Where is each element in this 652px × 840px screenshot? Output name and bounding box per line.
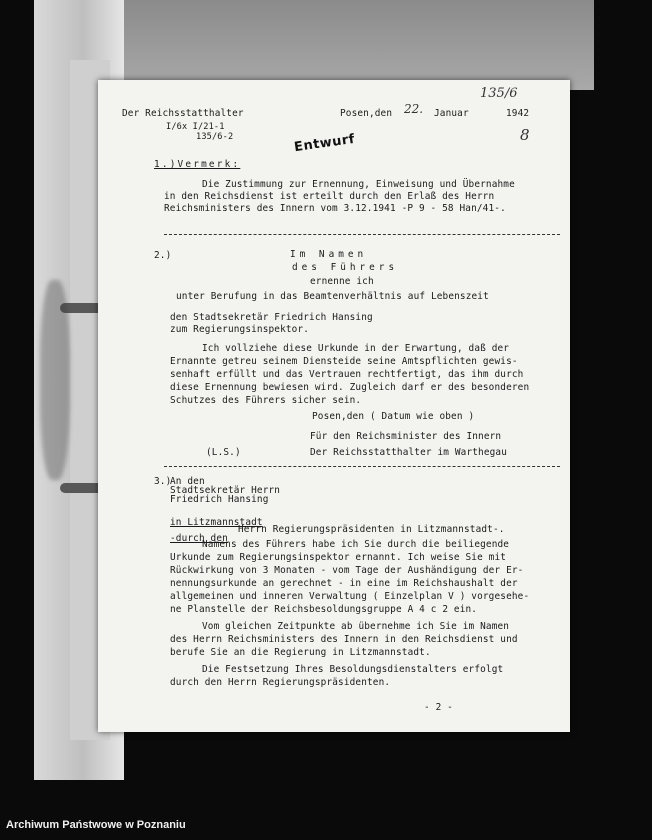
section2-body-line: diese Ernennung bewiesen wird. Zugleich darf er des besonderen [170,382,530,393]
section1-line: Die Zustimmung zur Ernennung, Einweisung und Übernahme [202,179,515,190]
section3-body-line: des Herrn Reichsministers des Innern in den Reichsdienst und [170,634,518,645]
file-reference: I/6x I/21-1 [166,122,225,132]
archive-mark: 135/6 [480,86,518,101]
address-line: Stadtsekretär Herrn [170,485,281,496]
section3-body-line: durch den Herrn Regierungspräsidenten. [170,677,391,688]
section3-body-line: berufe Sie an die Regierung in Litzmannstadt. [170,647,431,658]
archive-footer: Archiwum Państwowe w Poznaniu [6,819,186,831]
address-line: An den [170,476,205,487]
file-reference-2: 135/6-2 [196,132,234,142]
separator [164,466,560,467]
section3-body-line: Rückwirkung von 3 Monaten - vom Tage der Aushändigung der Er- [170,565,524,576]
address-line: Friedrich Hansing [170,494,269,505]
section2-number: 2.) [154,250,172,261]
appointment-clause: unter Berufung in das Beamtenverhältnis auf Lebenszeit [176,291,489,302]
section3-body-line: Namens des Führers habe ich Sie durch die beiliegende [202,539,510,550]
section3-body-line: Urkunde zum Regierungsinspektor ernannt. Ich weise Sie mit [170,552,507,563]
section2-body-line: senhaft erfüllt und das Vertrauen rechtfertigt, das ihm durch [170,369,524,380]
date-month: Januar [434,108,469,119]
stain [40,280,70,480]
section2-heading-2: des Führers [292,262,399,273]
address-city: in Litzmannstadt [170,517,263,528]
section3-body-line: nennungsurkunde an gerechnet - in eine im Reichshaushalt der [170,578,518,589]
section2-body-line: Schutzes des Führers sicher sein. [170,395,362,406]
place-date-label: Posen,den [340,108,393,119]
authority-heading: Der Reichsstatthalter [122,108,244,119]
date-line: Posen,den ( Datum wie oben ) [312,411,475,422]
folder-edge [124,0,594,90]
page-number: - 2 - [424,702,453,713]
signature-line-1: Für den Reichsminister des Innern [310,431,502,442]
section3-body-line: allgemeinen und inneren Verwaltung ( Einzelplan V ) vorgesehe- [170,591,530,602]
section3-body-line: ne Planstelle der Reichsbesoldungsgruppe A 4 c 2 ein. [170,604,478,615]
appointee-name: den Stadtsekretär Friedrich Hansing [170,312,373,323]
document-page [98,80,570,732]
section2-body-line: Ernannte getreu seinem Diensteide seine Amtspflichten gewis- [170,356,518,367]
draft-stamp: Entwurf [293,131,356,156]
via-line: Herrn Regierungspräsidenten in Litzmannstadt-. [238,524,505,535]
signature-line-2: Der Reichsstatthalter im Warthegau [310,447,508,458]
section1-line: in den Reichsdienst ist erteilt durch den Erlaß des Herrn [164,191,495,202]
appointee-rank: zum Regierungsinspektor. [170,324,310,335]
section2-body-line: Ich vollziehe diese Urkunde in der Erwartung, daß der [202,343,510,354]
section1-line: Reichsministers des Innern vom 3.12.1941 -P 9 - 58 Han/41-. [164,203,506,214]
section3-body-line: Die Festsetzung Ihres Besoldungsdienstalters erfolgt [202,664,504,675]
page-mark: 8 [520,126,530,144]
section3-body-line: Vom gleichen Zeitpunkte ab übernehme ich Sie im Namen [202,621,510,632]
handwritten-day: 22. [404,102,424,116]
section1-title: 1.)Vermerk: [154,159,241,170]
via-prefix: -durch den [170,533,228,544]
section3-number: 3.) [154,476,172,487]
date-year: 1942 [506,108,530,119]
section2-heading-3: ernenne ich [310,276,374,287]
section2-heading-1: Im Namen [290,249,368,260]
seal-mark: (L.S.) [206,447,241,458]
separator [164,234,560,235]
